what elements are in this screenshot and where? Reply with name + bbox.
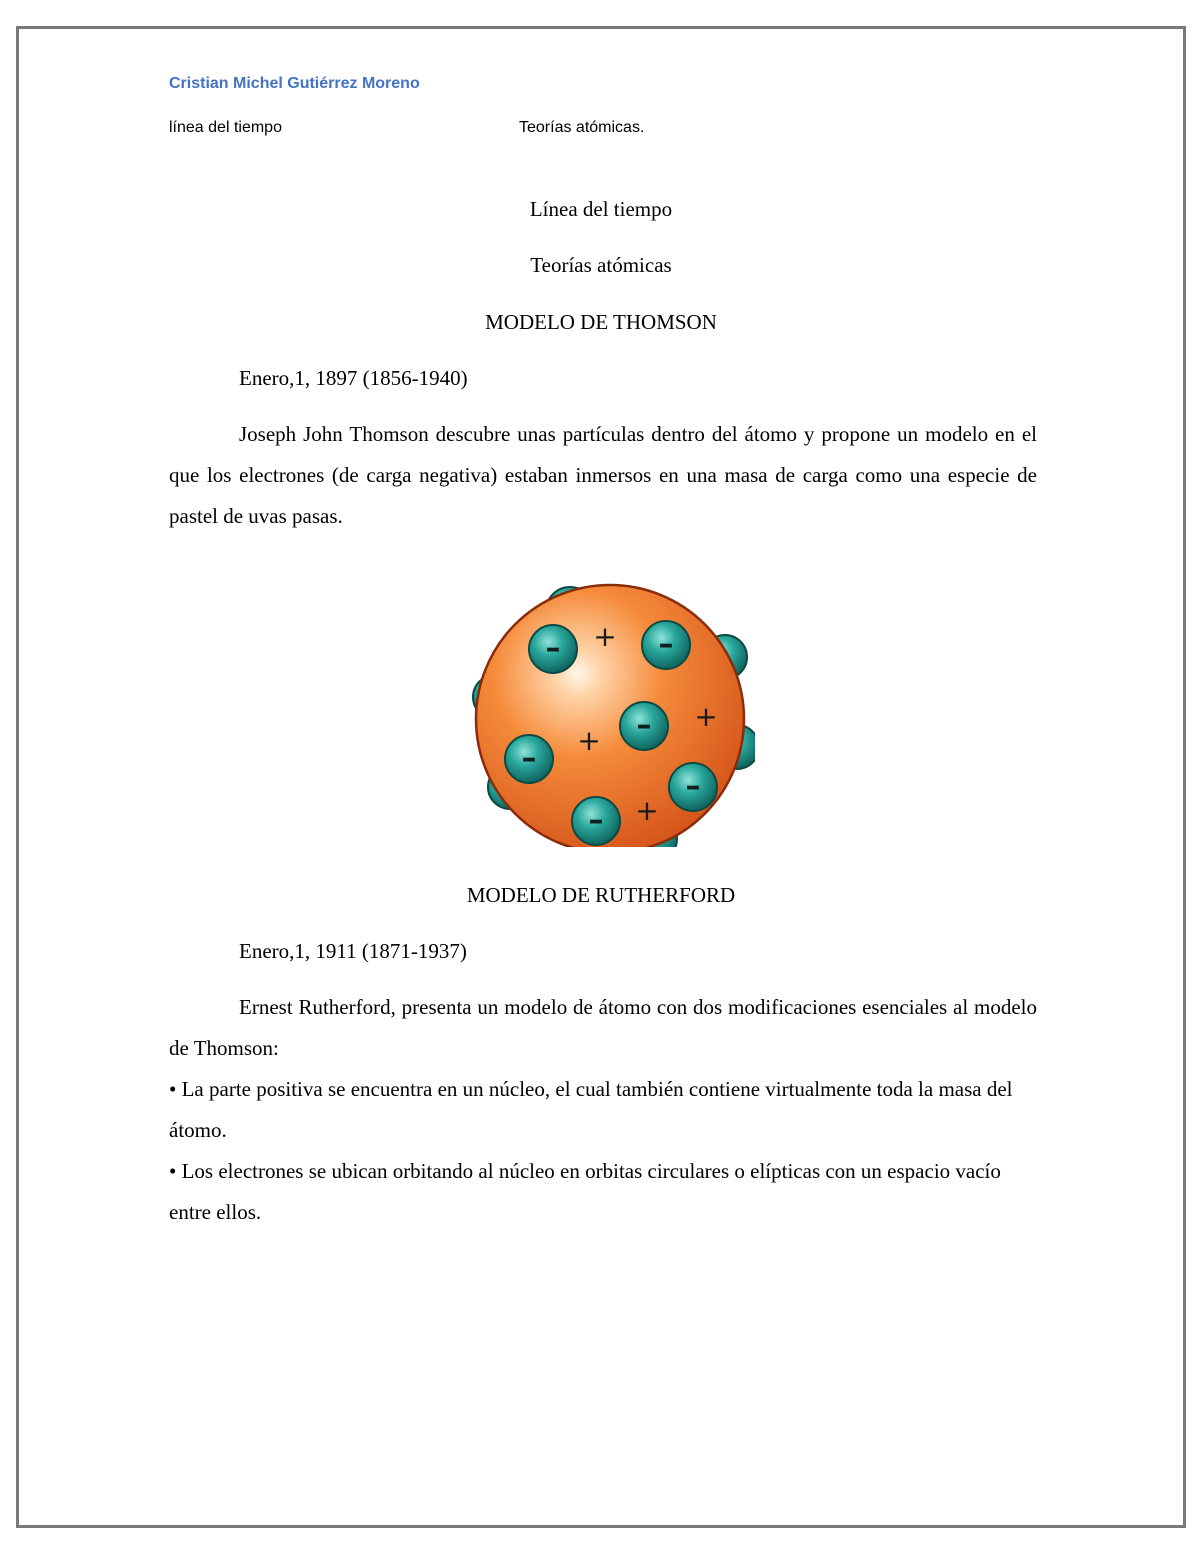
thomson-heading: MODELO DE THOMSON: [485, 310, 717, 334]
negative-sign: –: [685, 769, 701, 804]
positive-sign: +: [635, 794, 659, 827]
thomson-paragraph: [169, 414, 1037, 537]
document-subtitle: Teorías atómicas: [530, 253, 672, 277]
document-title: Línea del tiempo: [529, 197, 673, 221]
thomson-date: Enero,1, 1897 (1856-1940): [239, 366, 468, 390]
negative-sign: –: [636, 708, 652, 743]
header-right-label: Teorías atómicas.: [519, 119, 645, 136]
negative-sign: –: [658, 627, 674, 662]
rutherford-text: Ernest Rutherford, presenta un modelo de átomo con dos modificaciones esenciales al modelo de Thomson:: [169, 995, 1037, 1060]
negative-sign: –: [588, 803, 604, 838]
header-left-label: línea del tiempo: [169, 119, 282, 136]
rutherford-bullet-1: • La parte positiva se encuentra en un núcleo, el cual también contiene virtualmente toda la masa del átomo.: [169, 1077, 1013, 1142]
rutherford-bullet-2: • Los electrones se ubican orbitando al núcleo en orbitas circulares o elípticas con un espacio vacío entre ellos.: [169, 1159, 1001, 1224]
thomson-text: Joseph John Thomson descubre unas partículas dentro del átomo y propone un modelo en el que los electrones (de carga negativa) estaban inmersos en una masa de carga como una especie de pastel de uvas pasas.: [169, 422, 1037, 528]
positive-sign: +: [577, 724, 601, 757]
positive-sign: +: [694, 700, 718, 733]
negative-sign: –: [521, 741, 537, 776]
author-name: Cristian Michel Gutiérrez Moreno: [169, 75, 420, 92]
rutherford-heading: MODELO DE RUTHERFORD: [466, 883, 736, 907]
document-page: [16, 26, 1186, 1528]
negative-sign: –: [545, 631, 561, 666]
rutherford-date: Enero,1, 1911 (1871-1937): [239, 939, 467, 963]
thomson-atom-illustration: [455, 557, 755, 847]
positive-sign: +: [593, 620, 617, 653]
rutherford-paragraph: [169, 987, 1037, 1069]
